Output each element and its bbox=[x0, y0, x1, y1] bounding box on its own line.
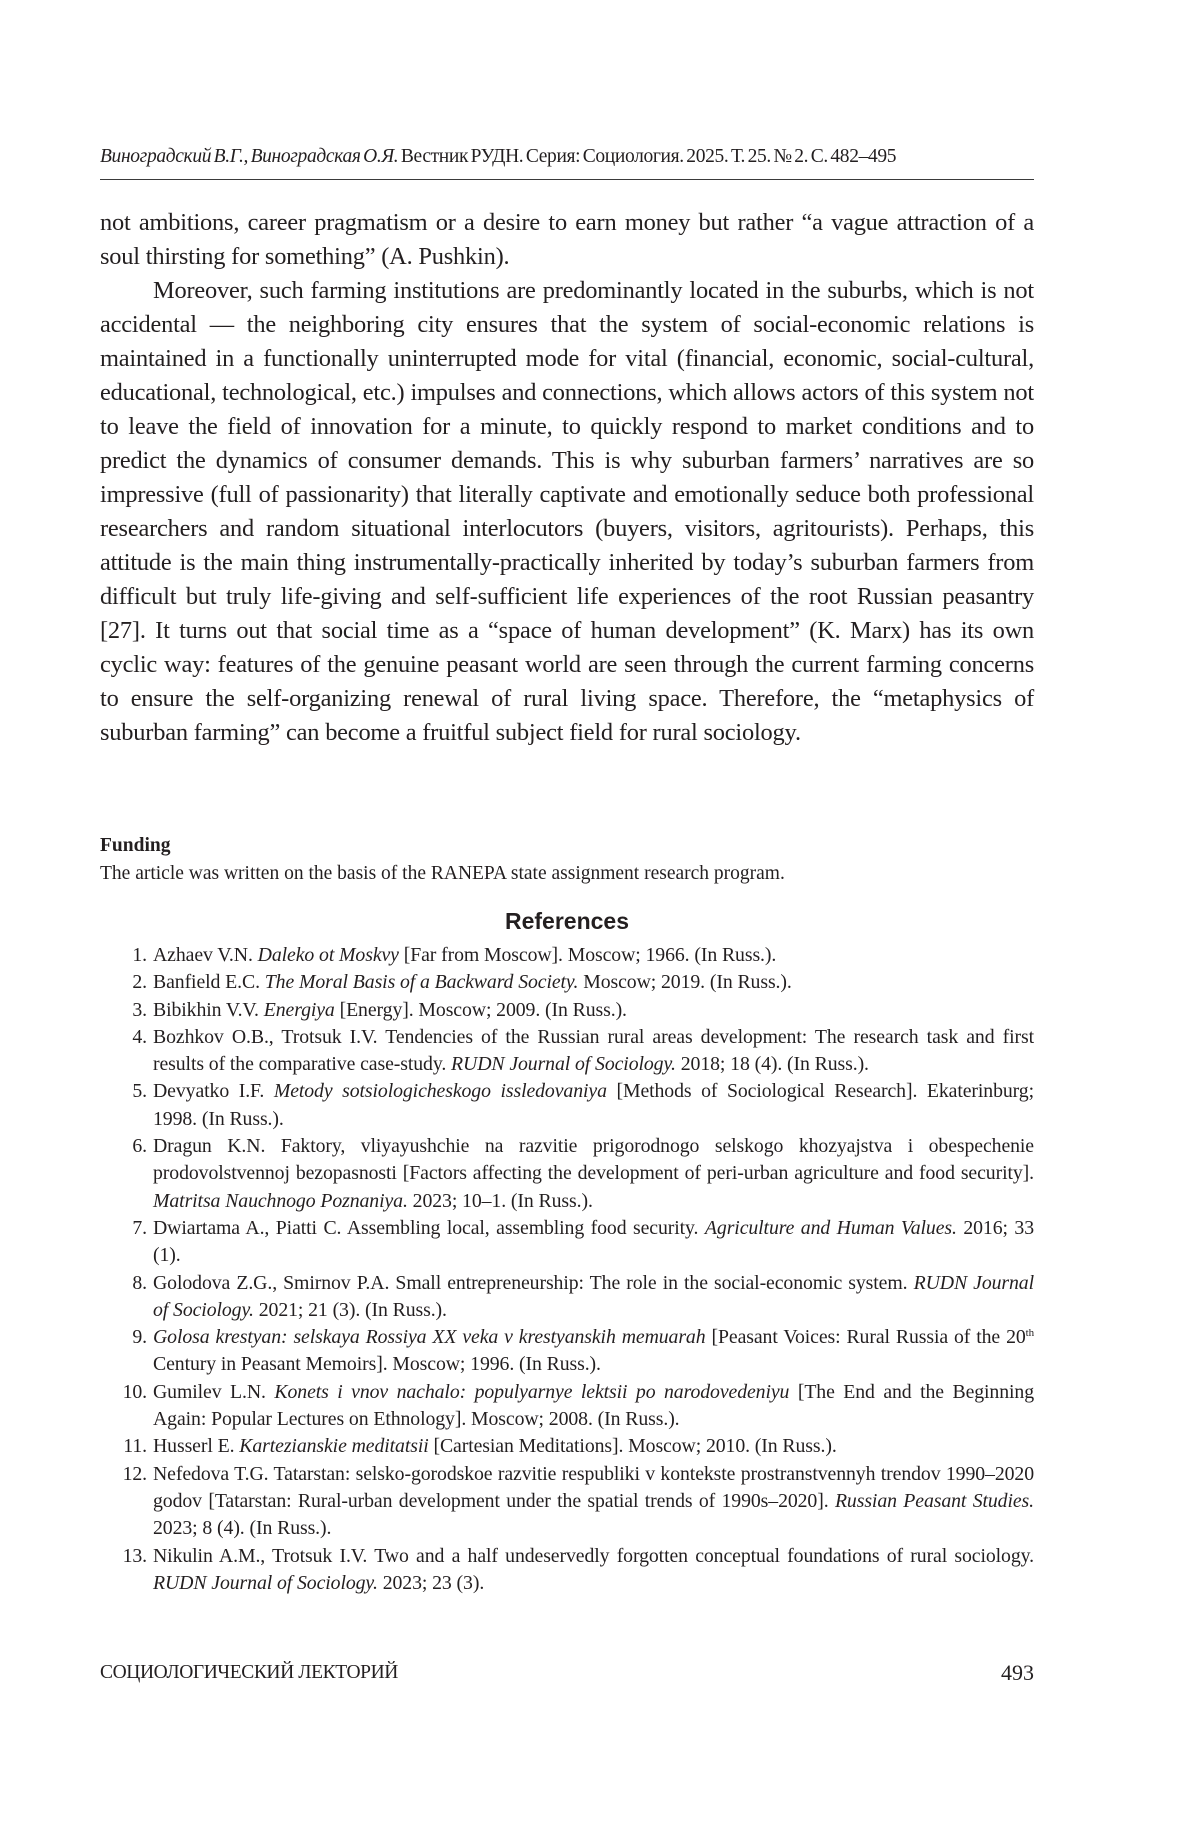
reference-text: [Energy]. Moscow; 2009. (In Russ.). bbox=[334, 998, 627, 1021]
reference-number: 13. bbox=[122, 1544, 147, 1567]
reference-text: 2023; 8 (4). (In Russ.). bbox=[153, 1517, 332, 1540]
funding-section bbox=[100, 832, 1034, 888]
reference-text: 2023; 10–1. (In Russ.). bbox=[407, 1189, 593, 1212]
reference-title-italic: Konets i vnov nachalo: populyarnye lektsii po narodovedeniyu bbox=[274, 1380, 790, 1403]
article-body bbox=[100, 206, 1034, 750]
reference-text: 2023; 23 (3). bbox=[377, 1571, 485, 1594]
reference-number: 9. bbox=[132, 1326, 147, 1349]
reference-number: 3. bbox=[132, 998, 147, 1021]
reference-text: [Peasant Voices: Rural Russia of the 20 bbox=[705, 1326, 1026, 1349]
reference-text: Moscow; 2019. (In Russ.). bbox=[578, 971, 792, 994]
reference-text: [Cartesian Meditations]. Moscow; 2010. (In Russ.). bbox=[428, 1435, 837, 1458]
reference-title-italic: Agriculture and Human Values. bbox=[704, 1216, 957, 1239]
reference-number: 2. bbox=[132, 971, 147, 994]
reference-item bbox=[100, 1270, 1034, 1325]
reference-text: Husserl E. bbox=[153, 1435, 240, 1458]
reference-item bbox=[100, 1215, 1034, 1270]
reference-text: Nefedova T.G. Tatarstan: selsko-gorodskoe razvitie respubliki v kontekste prostranstvennyh trendov 1990–2020 godov [Tatarstan: Rural-urban development under the spatial trends of 1990s–2020]. bbox=[153, 1462, 1034, 1512]
reference-number: 8. bbox=[132, 1271, 147, 1294]
reference-title-italic: Metody sotsiologicheskogo issledovaniya bbox=[273, 1080, 607, 1103]
reference-title-italic: Energiya bbox=[263, 998, 335, 1021]
reference-text: 2016; 33 (1). bbox=[153, 1216, 1034, 1267]
footer-section-name: СОЦИОЛОГИЧЕСКИЙ ЛЕКТОРИЙ bbox=[100, 1662, 398, 1683]
body-paragraph: Moreover, such farming institutions are predominantly located in the suburbs, which is not accidental — the neighboring city ensures that the system of social-economic relations is maintained in a functionally uninterrupted mode for vital (financial, economic, social-cultural, educational, technological, etc.) impulses and connections, which allows actors of this system not to leave the field of innovation for a minute, to quickly respond to market conditions and to predict the dynamics of consumer demands. This is why suburban farmers’ narratives are so impressive (full of passionarity) that literally captivate and emotionally seduce both professional researchers and random situational interlocutors (buyers, visitors, agritourists). Perhaps, this attitude is the main thing instrumentally-practically inherited by today’s suburban farmers from difficult but truly life-giving and self-sufficient life experiences of the root Russian peasantry [27]. It turns out that social time as a “space of human development” (K. Marx) has its own cyclic way: features of the genuine peasant world are seen through the current farming concerns to ensure the self-organizing renewal of rural living space. Therefore, the “metaphysics of suburban farming” can become a fruitful subject field for rural sociology. bbox=[100, 277, 1034, 746]
reference-title-italic: The Moral Basis of a Backward Society. bbox=[264, 971, 579, 994]
reference-number: 4. bbox=[132, 1025, 147, 1048]
reference-superscript: th bbox=[1025, 1327, 1035, 1340]
reference-text: Azhaev V.N. bbox=[153, 944, 258, 966]
reference-item bbox=[100, 1379, 1034, 1434]
reference-text: Bibikhin V.V. bbox=[153, 998, 264, 1021]
funding-text: The article was written on the basis of the RANEPA state assignment research program. bbox=[100, 863, 785, 884]
reference-number: 6. bbox=[132, 1135, 147, 1158]
reference-item bbox=[100, 969, 1034, 996]
reference-text: Devyatko I.F. bbox=[153, 1080, 274, 1103]
header-authors: Виноградский В.Г., Виноградская О.Я. bbox=[100, 146, 399, 167]
references-title: References bbox=[504, 908, 630, 934]
reference-title-italic: Golosa krestyan: selskaya Rossiya XX veka v krestyanskih memuarah bbox=[153, 1326, 706, 1349]
reference-item bbox=[100, 1543, 1034, 1598]
reference-text: Bozhkov O.B., Trotsuk I.V. Tendencies of the Russian rural areas development: The research task and first results of the comparative case-study. bbox=[153, 1025, 1034, 1076]
reference-text: Gumilev L.N. bbox=[153, 1380, 275, 1403]
page-number: 493 bbox=[1001, 1660, 1034, 1685]
reference-title-italic: Matritsa Nauchnogo Poznaniya. bbox=[153, 1189, 408, 1212]
reference-item bbox=[100, 1324, 1034, 1379]
reference-title-italic: RUDN Journal of Sociology. bbox=[153, 1271, 1034, 1321]
reference-item bbox=[100, 1461, 1034, 1543]
header-journal-citation: Вестник РУДН. Серия: Социология. 2025. Т. 25. № 2. С. 482–495 bbox=[400, 146, 897, 167]
references-list bbox=[100, 942, 1034, 1597]
reference-text: Banfield E.C. bbox=[153, 971, 265, 994]
header-rule bbox=[100, 179, 1034, 180]
reference-text: 2018; 18 (4). (In Russ.). bbox=[675, 1053, 869, 1076]
reference-title-italic: RUDN Journal of Sociology. bbox=[153, 1571, 378, 1594]
reference-text: Nikulin A.M., Trotsuk I.V. Two and a half undeservedly forgotten conceptual foundations of rural sociology. bbox=[153, 1544, 1034, 1567]
reference-title-italic: Daleko ot Moskvy bbox=[257, 944, 399, 966]
reference-item bbox=[100, 1433, 1034, 1460]
funding-title: Funding bbox=[100, 835, 171, 856]
reference-item bbox=[100, 1024, 1034, 1079]
reference-number: 12. bbox=[122, 1462, 147, 1485]
reference-text: Century in Peasant Memoirs]. Moscow; 1996. (In Russ.). bbox=[153, 1353, 601, 1376]
reference-title-italic: Russian Peasant Studies. bbox=[834, 1489, 1034, 1512]
reference-title-italic: RUDN Journal of Sociology. bbox=[451, 1053, 676, 1076]
reference-item bbox=[100, 1078, 1034, 1133]
reference-item bbox=[100, 1133, 1034, 1215]
reference-number: 10. bbox=[122, 1380, 147, 1403]
reference-text: [Methods of Sociological Research]. Ekaterinburg; 1998. (In Russ.). bbox=[153, 1080, 1034, 1130]
reference-text: 2021; 21 (3). (In Russ.). bbox=[253, 1298, 447, 1321]
reference-text: Dragun K.N. Faktory, vliyayushchie na razvitie prigorodnogo selskogo khozyajstva i obespechenie prodovolstvennoj bezopasnosti [Factors affecting the development of peri-urban agriculture and food security]. bbox=[153, 1135, 1034, 1185]
reference-number: 1. bbox=[132, 944, 147, 966]
reference-text: [The End and the Beginning Again: Popular Lectures on Ethnology]. Moscow; 2008. (In Russ.). bbox=[153, 1380, 1034, 1431]
body-paragraph: not ambitions, career pragmatism or a desire to earn money but rather “a vague attraction of a soul thirsting for something” (A. Pushkin). bbox=[100, 209, 1034, 270]
reference-item bbox=[100, 997, 1034, 1024]
reference-text: [Far from Moscow]. Moscow; 1966. (In Russ.). bbox=[398, 944, 777, 966]
reference-item bbox=[100, 942, 1034, 969]
reference-number: 11. bbox=[123, 1435, 147, 1458]
reference-text: Golodova Z.G., Smirnov P.A. Small entrepreneurship: The role in the social-economic system. bbox=[153, 1271, 914, 1294]
reference-number: 7. bbox=[132, 1216, 147, 1239]
reference-title-italic: Kartezianskie meditatsii bbox=[239, 1435, 429, 1458]
reference-number: 5. bbox=[132, 1080, 147, 1103]
reference-text: Dwiartama A., Piatti C. Assembling local, assembling food security. bbox=[153, 1216, 705, 1239]
running-header bbox=[100, 145, 1034, 169]
